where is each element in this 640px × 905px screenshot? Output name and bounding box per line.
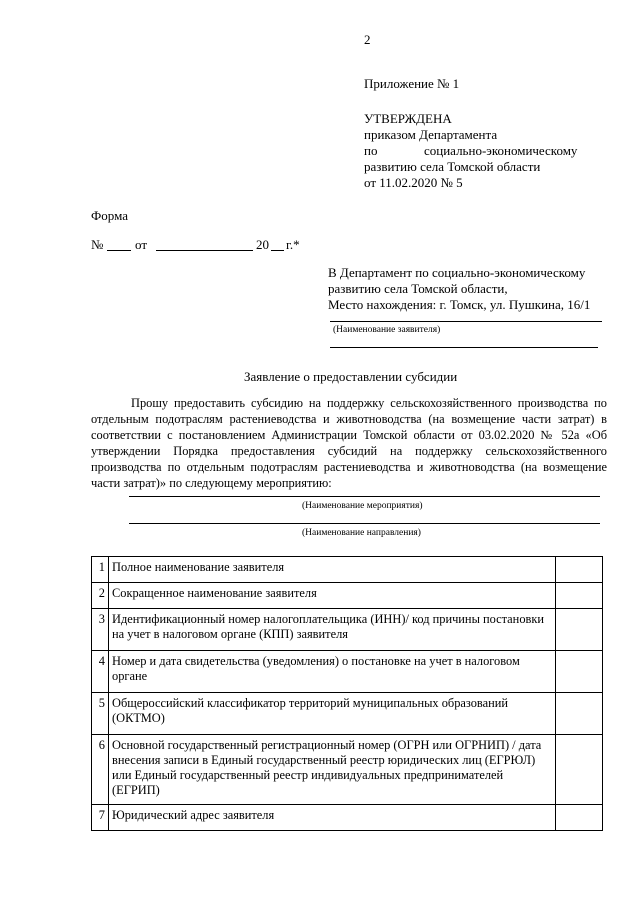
approval-line-2a: по	[364, 143, 378, 158]
addressee-line-3: Место нахождения: г. Томск, ул. Пушкина, 16/1	[328, 297, 591, 312]
form-label: Форма	[91, 208, 128, 223]
row-label: Общероссийский классификатор территорий муниципальных образований (ОКТМО)	[109, 693, 556, 735]
table-row	[92, 693, 603, 735]
row-value	[556, 583, 603, 609]
approval-line-2b: социально-экономическому	[424, 143, 578, 158]
addressee-line-1: В Департамент по социально-экономическому	[328, 265, 586, 280]
page-number: 2	[364, 32, 371, 47]
direction-line	[129, 523, 600, 524]
row-value	[556, 609, 603, 651]
applicant-line	[330, 321, 602, 322]
row-value	[556, 693, 603, 735]
year-prefix: 20	[256, 237, 269, 252]
table-row	[92, 735, 603, 805]
approval-line-1: приказом Департамента	[364, 127, 498, 142]
row-number: 4	[92, 651, 109, 693]
table-row	[92, 583, 603, 609]
row-number: 5	[92, 693, 109, 735]
row-value	[556, 557, 603, 583]
row-label: Идентификационный номер налогоплательщика (ИНН)/ код причины постановки на учет в налоговом органе (КПП) заявителя	[109, 609, 556, 651]
approval-date: от 11.02.2020 № 5	[364, 175, 463, 190]
row-value	[556, 651, 603, 693]
date-blank	[156, 250, 253, 251]
number-blank	[107, 250, 131, 251]
approval-line-3: развитию села Томской области	[364, 159, 541, 174]
event-line	[129, 496, 600, 497]
row-number: 6	[92, 735, 109, 805]
table-row	[92, 805, 603, 831]
row-label: Сокращенное наименование заявителя	[109, 583, 556, 609]
row-number: 7	[92, 805, 109, 831]
row-label: Основной государственный регистрационный номер (ОГРН или ОГРНИП) / дата внесения записи в Единый государственный реестр юридических лиц (ЕГРЮЛ) или Единый государственный реестр индивидуальных предпринимателей (ЕГРИП)	[109, 735, 556, 805]
approved-label: УТВЕРЖДЕНА	[364, 111, 452, 126]
event-caption: (Наименование мероприятия)	[302, 501, 423, 511]
table-row	[92, 609, 603, 651]
appendix-label: Приложение № 1	[364, 76, 460, 91]
applicant-caption: (Наименование заявителя)	[333, 325, 441, 335]
row-number: 1	[92, 557, 109, 583]
row-label: Юридический адрес заявителя	[109, 805, 556, 831]
year-suffix: г.*	[286, 237, 300, 252]
row-number: 3	[92, 609, 109, 651]
year-blank	[271, 250, 284, 251]
number-sign: №	[91, 237, 104, 252]
applicant-line-2	[330, 347, 598, 348]
row-value	[556, 805, 603, 831]
row-label: Номер и дата свидетельства (уведомления) о постановке на учет в налоговом органе	[109, 651, 556, 693]
direction-caption: (Наименование направления)	[302, 528, 421, 538]
addressee-line-2: развитию села Томской области,	[328, 281, 508, 296]
row-value	[556, 735, 603, 805]
application-text: Прошу предоставить субсидию на поддержку сельскохозяйственного производства по отдельным подотраслям растениеводства и животноводства (на возмещение части затрат) в соответствии с постановлением Администрации Томской области от 03.02.2020 № 52а «Об утверждении Порядка предоставления субсидий на поддержку сельскохозяйственного производства по отдельным подотраслям растениеводства и животноводства (на возмещение части затрат)» по следующему мероприятию:	[91, 396, 607, 490]
row-label: Полное наименование заявителя	[109, 557, 556, 583]
document-title: Заявление о предоставлении субсидии	[244, 369, 458, 384]
row-number: 2	[92, 583, 109, 609]
table-row	[92, 557, 603, 583]
applicant-info-table	[91, 556, 603, 831]
date-from-label: от	[135, 237, 148, 252]
table-row	[92, 651, 603, 693]
